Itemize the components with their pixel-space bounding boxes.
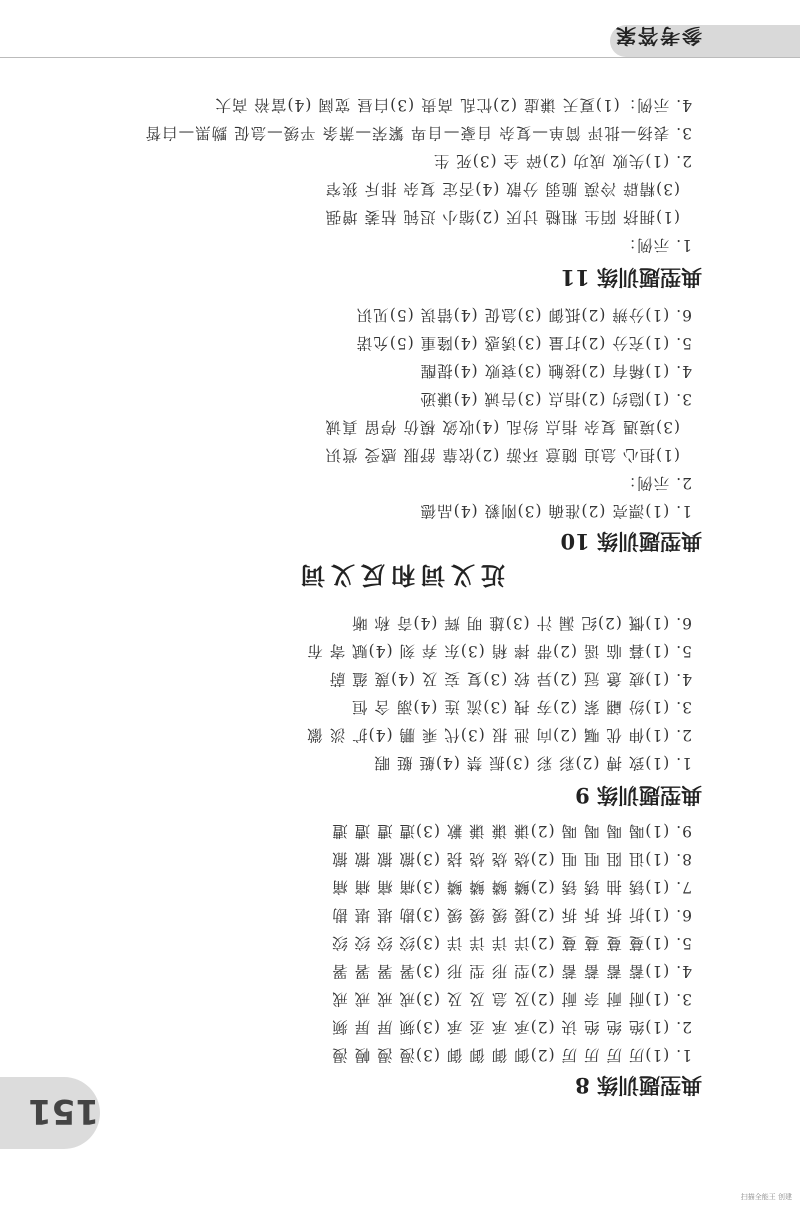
t8-line-6: 6. (1)折 拆 拆 拆 (2)援 缓 缓 缓 (3)勘 堪 堪 勘: [331, 906, 692, 924]
t10-line-7: 5. (1)充分 (2)打量 (3)诱惑 (4)隆重 (5)允诺: [355, 334, 692, 352]
t11-line-1: 1. 示例：: [619, 236, 692, 254]
t8-line-5: 5. (1)蔓 蔓 蔓 蔓 (2)详 详 详 详 (3)绞 绞 绞 绞: [331, 934, 692, 952]
t9-line-5: 5. (1)暮 临 谣 (2)带 摔 稍 (3)东 弃 刻 (4)赋 寄 布: [306, 642, 692, 660]
t8-line-9: 9. (1)喝 喝 喝 喝 (2)谦 谦 谦 歉 (3)遭 遭 遭 遭: [331, 822, 692, 840]
scanner-watermark: 扫描全能王 创建: [740, 1193, 792, 1201]
t10-line-2: 2. 示例：: [619, 474, 692, 492]
t8-line-4: 4. (1)蓄 蓄 蓄 蓄 (2)型 形 型 形 (3)署 署 署 署: [331, 962, 692, 980]
t9-line-1: 1. (1)致 搏 (2)彩 彩 (3)振 禁 (4)艇 艇 暇: [373, 754, 692, 772]
t8-line-2: 2. (1)绝 绝 绝 诀 (2)承 承 丞 承 (3)频 屏 屏 频: [331, 1018, 692, 1036]
t8-line-3: 3. (1)耐 耐 奈 耐 (2)及 急 及 及 (3)戒 戒 戒 戒: [331, 990, 692, 1008]
t10-line-6: 4. (1)稀有 (2)接触 (3)衰败 (4)提醒: [419, 362, 692, 380]
t11-line-6: 4. 示例：(1)夏天 谦虚 (2)忙乱 高贵 (3)白昼 宽阔 (4)富裕 高大: [214, 96, 692, 114]
t9-line-3: 3. (1)纷 翩 萦 (2)夯 拽 (3)流 连 (4)溺 含 恒: [351, 698, 692, 716]
page-number: 151: [28, 1091, 99, 1131]
t8-line-1: 1. (1)历 厉 历 厉 (2)御 御 御 御 (3)漫 漫 幔 漫: [331, 1046, 692, 1064]
heading-t11: 典型题训练 11: [560, 265, 702, 290]
t11-line-4: 2. (1)失败 成功 (2)碎 全 (3)死 生: [432, 152, 692, 170]
t8-line-8: 8. (1)诅 阻 咀 咀 (2)烧 烧 烧 挠 (3)撤 撤 撤 撤: [331, 850, 692, 868]
t10-line-8: 6. (1)分辨 (2)抵御 (3)急促 (4)错误 (5)见识: [355, 306, 692, 324]
t9-line-2: 2. (1)伸 优 嘱 (2)向 泄 报 (3)代 乘 鹏 (4)扩 淡 徽: [306, 726, 692, 744]
heading-t9: 典型题训练 9: [575, 783, 702, 808]
header-divider: [0, 57, 800, 58]
t11-line-3: (3)精辟 冷漠 脆弱 分散 (4)否定 复杂 排斥 狭窄: [324, 180, 680, 198]
t10-line-1: 1. (1)漂亮 (2)准确 (3)刚毅 (4)品德: [419, 502, 692, 520]
t10-line-3: (1)担心 急迫 随意 环游 (2)依靠 舒服 感受 赏识: [324, 446, 680, 464]
t9-line-6: 6. (1)慨 (2)纪 漏 汁 (3)雄 明 辉 (4)奇 称 晰: [351, 614, 692, 632]
t10-line-5: 3. (1)隐约 (2)指点 (3)告诫 (4)谦逊: [419, 390, 692, 408]
heading-t10: 典型题训练 10: [560, 529, 702, 554]
t11-line-5: 3. 表扬—批评 简单—复杂 自豪—自卑 繁荣—萧条 平缓—急促 黝黑—白皙: [144, 124, 692, 142]
header-label: 参考答案: [614, 24, 702, 48]
section-title: 近义词和反义词: [295, 561, 505, 590]
heading-t8: 典型题训练 8: [575, 1073, 702, 1098]
t9-line-4: 4. (1)疲 惫 冠 (2)异 较 (3)复 妄 及 (4)蔑 蕴 蔚: [328, 670, 692, 688]
t10-line-4: (3)境遇 复杂 指点 纷乱 (4)收敛 模仿 停留 真诚: [324, 418, 680, 436]
t11-line-2: (1)拥挤 陌生 粗糙 讨厌 (2)缩小 迟钝 枯萎 增强: [324, 208, 680, 226]
t8-line-7: 7. (1)锈 抽 锈 锈 (2)鳞 鳞 鳞 鳞 (3)痛 痛 痛 痛: [331, 878, 692, 896]
